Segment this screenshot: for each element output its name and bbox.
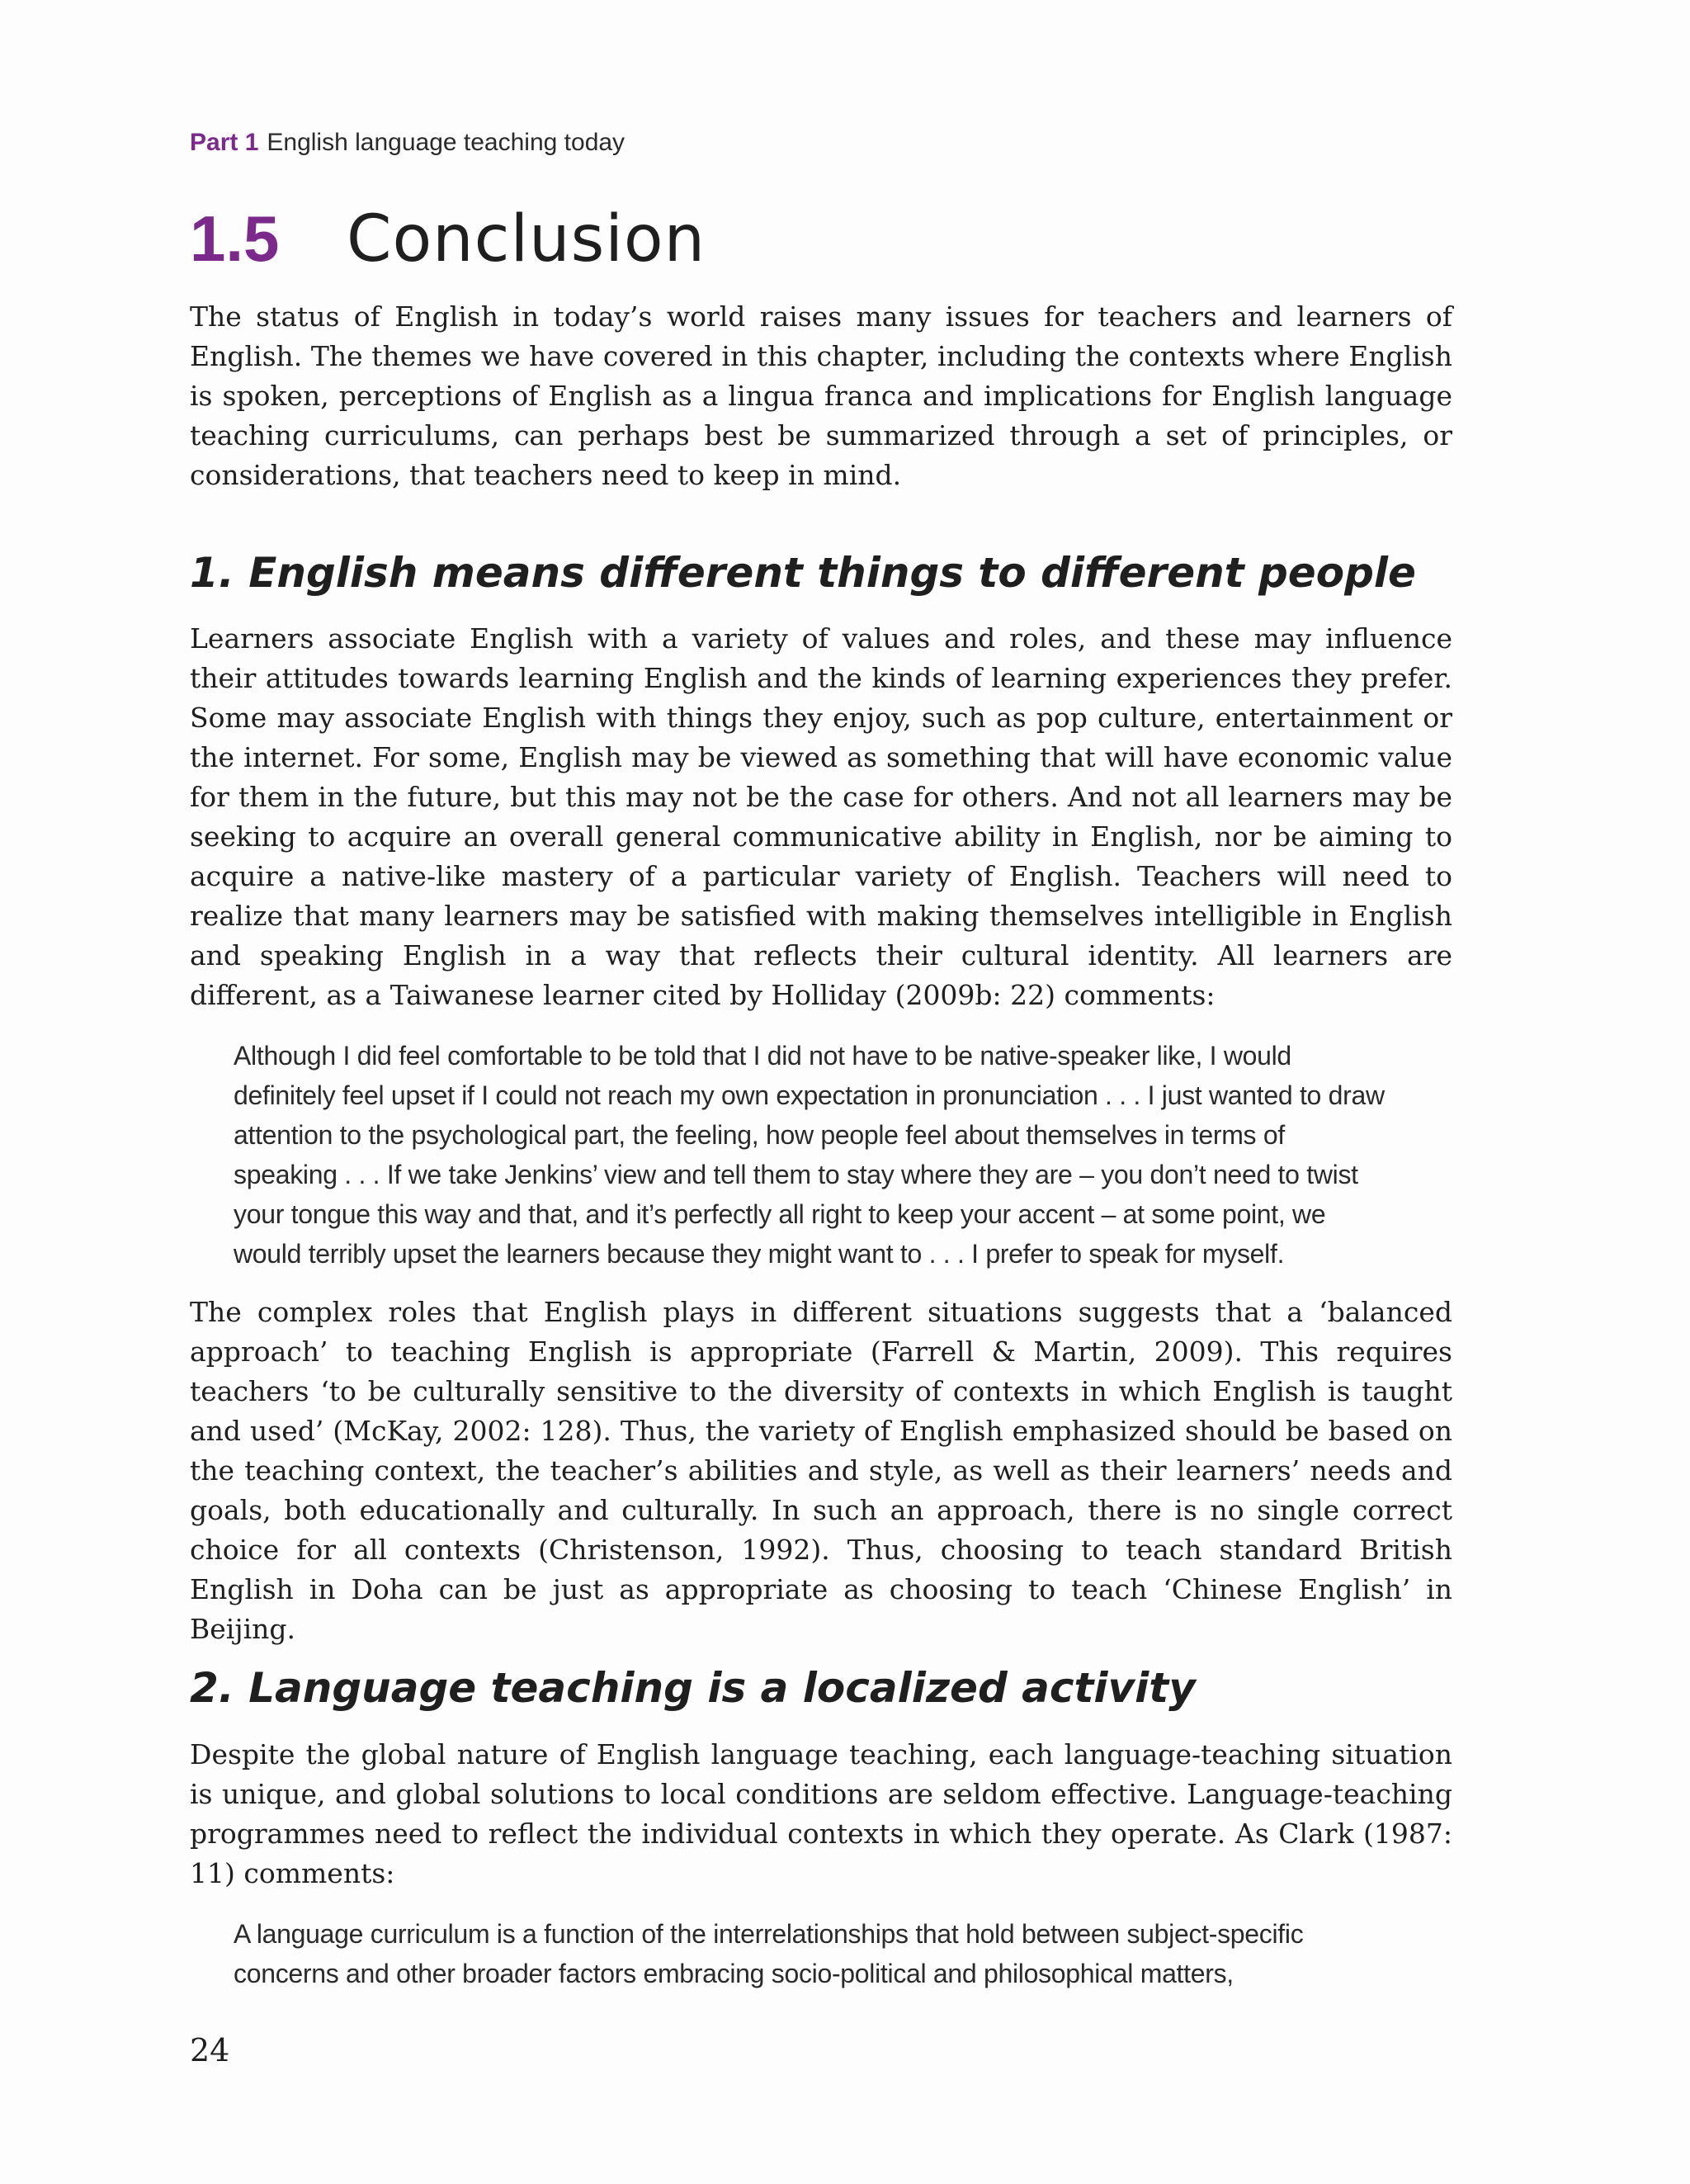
section-number: 1.5 [190,202,280,275]
running-head [190,129,625,157]
principle-2-paragraph-1: Despite the global nature of English language teaching, each language-teaching situation is unique, and global solutions to local conditions are seldom effective. Language-teaching programmes need to reflect the individual contexts in which they operate. As Clark (1987: 11) comments: [190,1738,1452,1889]
principle-2-block-quote: A language curriculum is a function of the interrelationships that hold between subject-specific concerns and other broader factors embracing socio-political and philosophical matters, [234,1919,1304,1988]
running-head-part-title: English language teaching today [267,129,625,156]
running-head-part-label: Part 1 [190,129,259,156]
section-title: Conclusion [347,202,706,277]
section-heading [190,202,706,277]
principle-1-paragraph-2: The complex roles that English plays in different situations suggests that a ‘balanced approach’ to teaching English is appropriate (Farrell & Martin, 2009). This requires teachers ‘to be culturally sensitive to the diversity of contexts in which English is taught and used’ (McKay, 2002: 128). Thus, the variety of English emphasized should be based on the teaching context, the teacher’s abilities and style, as well as their learners’ needs and goals, both educationally and culturally. In such an approach, there is no single correct choice for all contexts (Christenson, 1992). Thus, choosing to teach standard British English in Doha can be just as appropriate as choosing to teach ‘Chinese English’ in Beijing. [190,1296,1452,1645]
principle-1-block-quote: Although I did feel comfortable to be told that I did not have to be native-speaker like, I would definitely feel upset if I could not reach my own expectation in pronunciation . . . I just wanted to draw attention to the psychological part, the feeling, how people feel about themselves in terms of speaking . . . If we take Jenkins’ view and tell them to stay where they are – you don’t need to twist your tongue this way and that, and it’s perfectly all right to keep your accent – at some point, we would terribly upset the learners because they might want to . . . I prefer to speak for myself. [234,1041,1385,1269]
principle-1-paragraph-1: Learners associate English with a variety of values and roles, and these may influence their attitudes towards learning English and the kinds of learning experiences they prefer. Some may associate English with things they enjoy, such as pop culture, entertainment or the internet. For some, English may be viewed as something that will have economic value for them in the future, but this may not be the case for others. And not all learners may be seeking to acquire an overall general communicative ability in English, nor be aiming to acquire a native-like mastery of a particular variety of English. Teachers will need to realize that many learners may be satisfied with making themselves intelligible in English and speaking English in a way that reflects their cultural identity. All learners are different, as a Taiwanese learner cited by Holliday (2009b: 22) comments: [190,622,1452,1011]
principle-1-heading: 1. English means different things to different people [190,549,1416,597]
principle-2-heading: 2. Language teaching is a localized activity [190,1664,1196,1712]
intro-paragraph: The status of English in today’s world raises many issues for teachers and learners of English. The themes we have covered in this chapter, including the contexts where English is spoken, perceptions of English as a lingua franca and implications for English language teaching curriculums, can perhaps best be summarized through a set of principles, or considerations, that teachers need to keep in mind. [190,300,1452,491]
page-number: 24 [190,2032,230,2068]
